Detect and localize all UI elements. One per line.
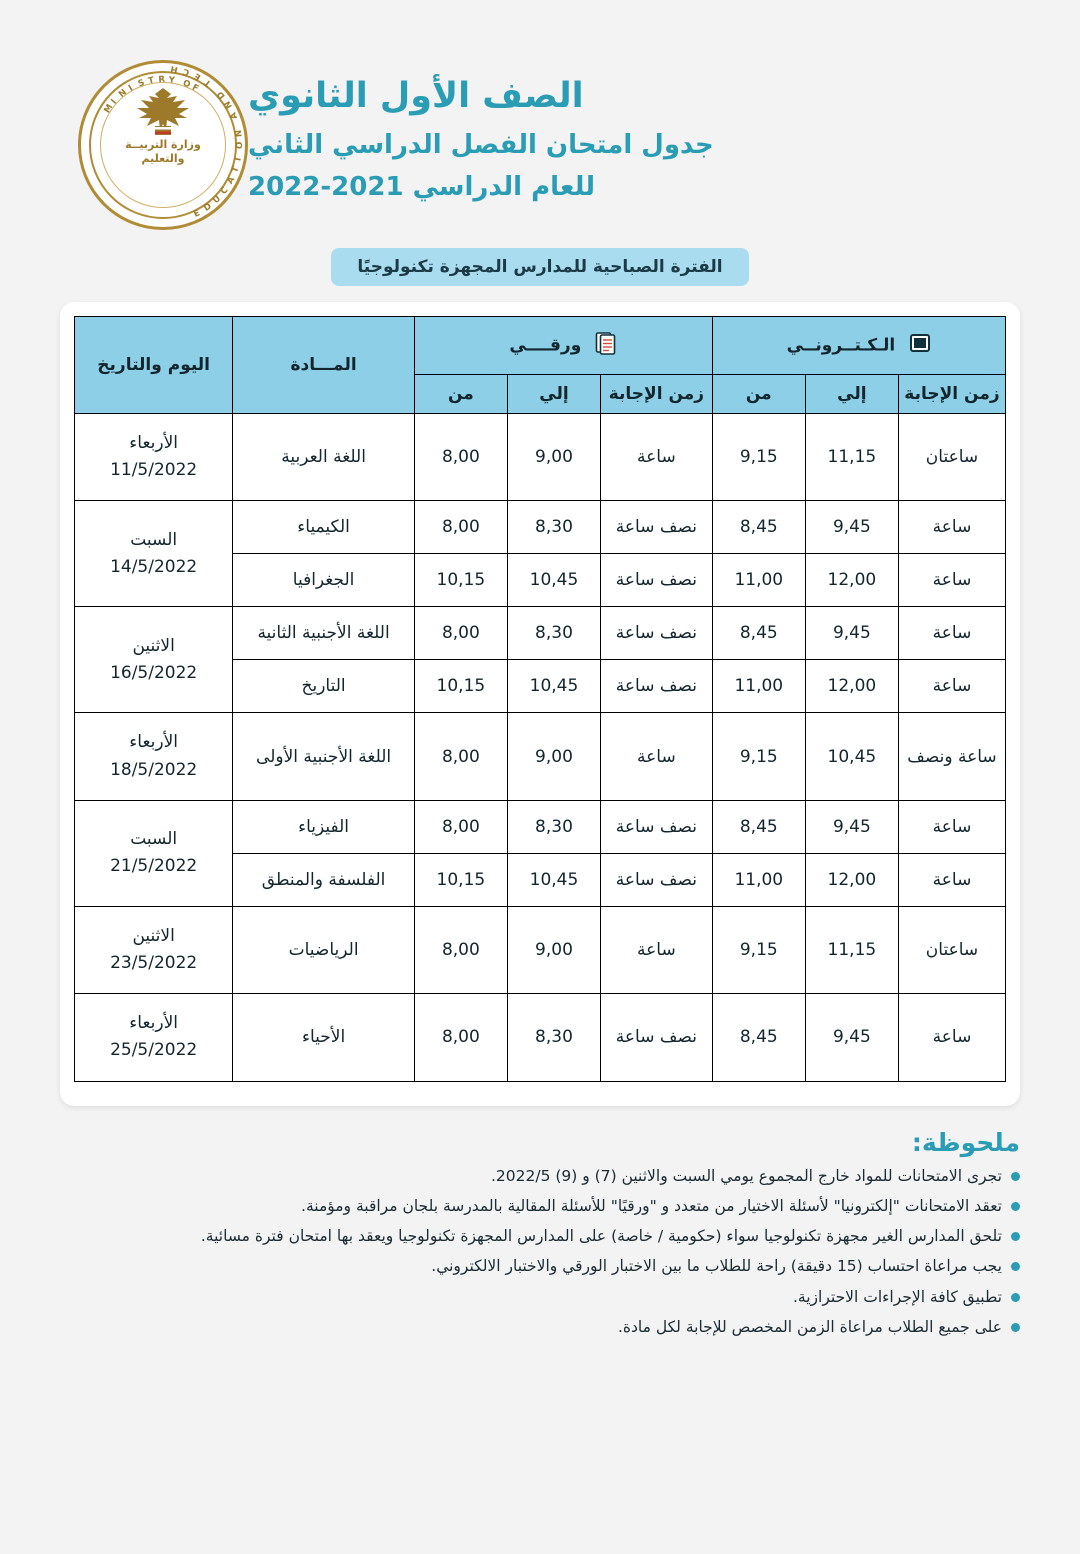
exam-electronic-to: 11,15 [805, 414, 898, 501]
header-paper-label: ورقــــي [509, 335, 582, 356]
bullet-icon [1011, 1262, 1020, 1271]
exam-date: 14/5/2022 [110, 556, 198, 577]
logo-ring-text: M I N I S T R Y O F E D U C A T I O N A N D T E C H [102, 63, 246, 220]
exam-paper-to: 8,30 [507, 607, 600, 660]
exam-electronic-time: ساعة ونصف [898, 713, 1005, 800]
table-row [75, 800, 1006, 853]
exam-paper-time: نصف ساعة [601, 660, 713, 713]
note-item [60, 1286, 1020, 1309]
exam-paper-from: 8,00 [414, 414, 507, 501]
exam-paper-time: نصف ساعة [601, 554, 713, 607]
exam-paper-time: نصف ساعة [601, 853, 713, 906]
exam-paper-to: 8,30 [507, 501, 600, 554]
exam-paper-from: 8,00 [414, 501, 507, 554]
exam-date: 25/5/2022 [110, 1040, 198, 1061]
exam-electronic-time: ساعة [898, 554, 1005, 607]
note-text: يجب مراعاة احتساب (15 دقيقة) راحة للطلاب ما بين الاختبار الورقي والاختبار الالكتروني. [431, 1257, 1002, 1276]
exam-electronic-to: 10,45 [805, 713, 898, 800]
header-electronic-time: زمن الإجابة [898, 375, 1005, 414]
header-electronic-to: إلي [805, 375, 898, 414]
table-head [75, 317, 1006, 414]
exam-subject: الكيمياء [233, 501, 415, 554]
bullet-icon [1011, 1323, 1020, 1332]
exam-day-date [75, 414, 233, 501]
exam-day: الاثنين [132, 925, 175, 946]
exam-electronic-to: 12,00 [805, 554, 898, 607]
exam-electronic-to: 9,45 [805, 501, 898, 554]
table-row [75, 607, 1006, 660]
header-day-date: اليوم والتاريخ [75, 317, 233, 414]
exam-paper-time: ساعة [601, 906, 713, 993]
tablet-icon [909, 332, 931, 359]
exam-subject: اللغة الأجنبية الأولى [233, 713, 415, 800]
note-item [60, 1165, 1020, 1188]
exam-paper-from: 8,00 [414, 994, 507, 1081]
exam-electronic-time: ساعة [898, 994, 1005, 1081]
exam-subject: الفيزياء [233, 800, 415, 853]
title-block [248, 60, 1020, 208]
exam-electronic-to: 9,45 [805, 607, 898, 660]
exam-paper-to: 9,00 [507, 414, 600, 501]
exam-date: 18/5/2022 [110, 759, 198, 780]
exam-paper-to: 9,00 [507, 713, 600, 800]
exam-electronic-time: ساعة [898, 800, 1005, 853]
exam-day-date [75, 501, 233, 607]
notes-list [60, 1165, 1020, 1340]
exam-paper-time: ساعة [601, 414, 713, 501]
note-text: تطبيق كافة الإجراءات الاحترازية. [793, 1287, 1002, 1306]
page-subtitle: جدول امتحان الفصل الدراسي الثاني [248, 129, 714, 160]
exam-subject: الأحياء [233, 994, 415, 1081]
note-item [60, 1195, 1020, 1218]
note-text: على جميع الطلاب مراعاة الزمن المخصص للإجابة لكل مادة. [617, 1317, 1002, 1336]
note-item [60, 1255, 1020, 1278]
notes-title: ملحوظة: [911, 1127, 1020, 1157]
exam-paper-from: 10,15 [414, 853, 507, 906]
note-text: تلحق المدارس الغير مجهزة تكنولوجيا سواء (حكومية / خاصة) على المدارس المجهزة تكنولوجيا ويعقد بها امتحان فترة مسائية. [200, 1227, 1002, 1245]
header-paper-group [414, 317, 712, 375]
header [0, 0, 1080, 230]
period-badge: الفترة الصباحية للمدارس المجهزة تكنولوجيًا [331, 248, 748, 286]
bullet-icon [1011, 1232, 1020, 1241]
exam-paper-time: نصف ساعة [601, 800, 713, 853]
exam-day: الأربعاء [129, 732, 179, 753]
exam-paper-from: 8,00 [414, 906, 507, 993]
exam-day: الاثنين [132, 635, 175, 656]
note-text: تعقد الامتحانات "إلكترونيا" لأسئلة الاختيار من متعدد و "ورقيًا" للأسئلة المقالية بالمدرسة بلجان مراقبة ومؤمنة. [301, 1196, 1002, 1215]
exam-paper-to: 10,45 [507, 853, 600, 906]
exam-subject: اللغة العربية [233, 414, 415, 501]
exam-electronic-from: 8,45 [712, 994, 805, 1081]
exam-electronic-time: ساعتان [898, 906, 1005, 993]
exam-electronic-to: 9,45 [805, 994, 898, 1081]
exam-day-date [75, 607, 233, 713]
table-row [75, 994, 1006, 1081]
exam-electronic-from: 9,15 [712, 906, 805, 993]
exam-paper-from: 8,00 [414, 713, 507, 800]
exam-day: السبت [130, 529, 178, 550]
exam-electronic-to: 11,15 [805, 906, 898, 993]
exam-electronic-time: ساعة [898, 501, 1005, 554]
exam-subject: اللغة الأجنبية الثانية [233, 607, 415, 660]
ministry-logo [78, 60, 248, 230]
table-row [75, 906, 1006, 993]
exam-electronic-from: 8,45 [712, 607, 805, 660]
exam-paper-to: 8,30 [507, 800, 600, 853]
header-subject: المـــادة [233, 317, 415, 414]
header-electronic-from: من [712, 375, 805, 414]
exam-day-date [75, 713, 233, 800]
note-item [60, 1316, 1020, 1339]
note-item [60, 1225, 1020, 1248]
header-electronic-group [712, 317, 1005, 375]
exam-paper-from: 10,15 [414, 554, 507, 607]
exam-paper-to: 8,30 [507, 994, 600, 1081]
paper-sheets-icon [595, 331, 617, 360]
exam-date: 21/5/2022 [110, 856, 198, 877]
exam-electronic-from: 8,45 [712, 501, 805, 554]
exam-day: الأربعاء [129, 1013, 179, 1034]
schedule-card [60, 302, 1020, 1106]
exam-day: السبت [130, 829, 178, 850]
exam-electronic-from: 11,00 [712, 554, 805, 607]
exam-electronic-from: 8,45 [712, 800, 805, 853]
exam-day-date [75, 906, 233, 993]
exam-paper-time: نصف ساعة [601, 607, 713, 660]
exam-electronic-time: ساعة [898, 607, 1005, 660]
exam-electronic-from: 9,15 [712, 713, 805, 800]
exam-day-date [75, 800, 233, 906]
exam-day: الأربعاء [129, 433, 179, 453]
table-row [75, 501, 1006, 554]
logo-arabic-text: وزارة التربيــة والتعليم [125, 138, 201, 165]
exam-date: 11/5/2022 [110, 460, 198, 481]
exam-electronic-from: 11,00 [712, 853, 805, 906]
table-row [75, 713, 1006, 800]
exam-paper-time: نصف ساعة [601, 501, 713, 554]
exam-electronic-time: ساعتان [898, 414, 1005, 501]
exam-schedule-table [74, 316, 1006, 1082]
notes-section [60, 1128, 1020, 1340]
exam-paper-time: نصف ساعة [601, 994, 713, 1081]
exam-paper-to: 9,00 [507, 906, 600, 993]
header-paper-from: من [414, 375, 507, 414]
exam-subject: الفلسفة والمنطق [233, 853, 415, 906]
exam-electronic-to: 12,00 [805, 660, 898, 713]
header-paper-time: زمن الإجابة [601, 375, 713, 414]
exam-electronic-from: 9,15 [712, 414, 805, 501]
note-text: تجرى الامتحانات للمواد خارج المجموع يومي السبت والاثنين (7) و (9) 2022/5. [490, 1166, 1002, 1185]
bullet-icon [1011, 1172, 1020, 1181]
table-row [75, 414, 1006, 501]
exam-electronic-from: 11,00 [712, 660, 805, 713]
table-body [75, 414, 1006, 1082]
exam-paper-from: 8,00 [414, 800, 507, 853]
exam-electronic-time: ساعة [898, 660, 1005, 713]
academic-year: للعام الدراسي 2021-2022 [248, 171, 595, 202]
page-title: الصف الأول الثانوي [248, 76, 584, 116]
exam-subject: التاريخ [233, 660, 415, 713]
exam-date: 16/5/2022 [110, 662, 198, 683]
pill-row [0, 236, 1080, 286]
header-paper-to: إلي [507, 375, 600, 414]
exam-paper-to: 10,45 [507, 660, 600, 713]
header-electronic-label: الـكـتــرونــي [786, 335, 896, 356]
exam-electronic-to: 12,00 [805, 853, 898, 906]
exam-subject: الرياضيات [233, 906, 415, 993]
exam-subject: الجغرافيا [233, 554, 415, 607]
bullet-icon [1011, 1293, 1020, 1302]
exam-electronic-to: 9,45 [805, 800, 898, 853]
exam-paper-time: ساعة [601, 713, 713, 800]
exam-electronic-time: ساعة [898, 853, 1005, 906]
bullet-icon [1011, 1202, 1020, 1211]
exam-paper-from: 8,00 [414, 607, 507, 660]
exam-paper-to: 10,45 [507, 554, 600, 607]
exam-day-date [75, 994, 233, 1081]
exam-paper-from: 10,15 [414, 660, 507, 713]
exam-date: 23/5/2022 [110, 952, 198, 973]
